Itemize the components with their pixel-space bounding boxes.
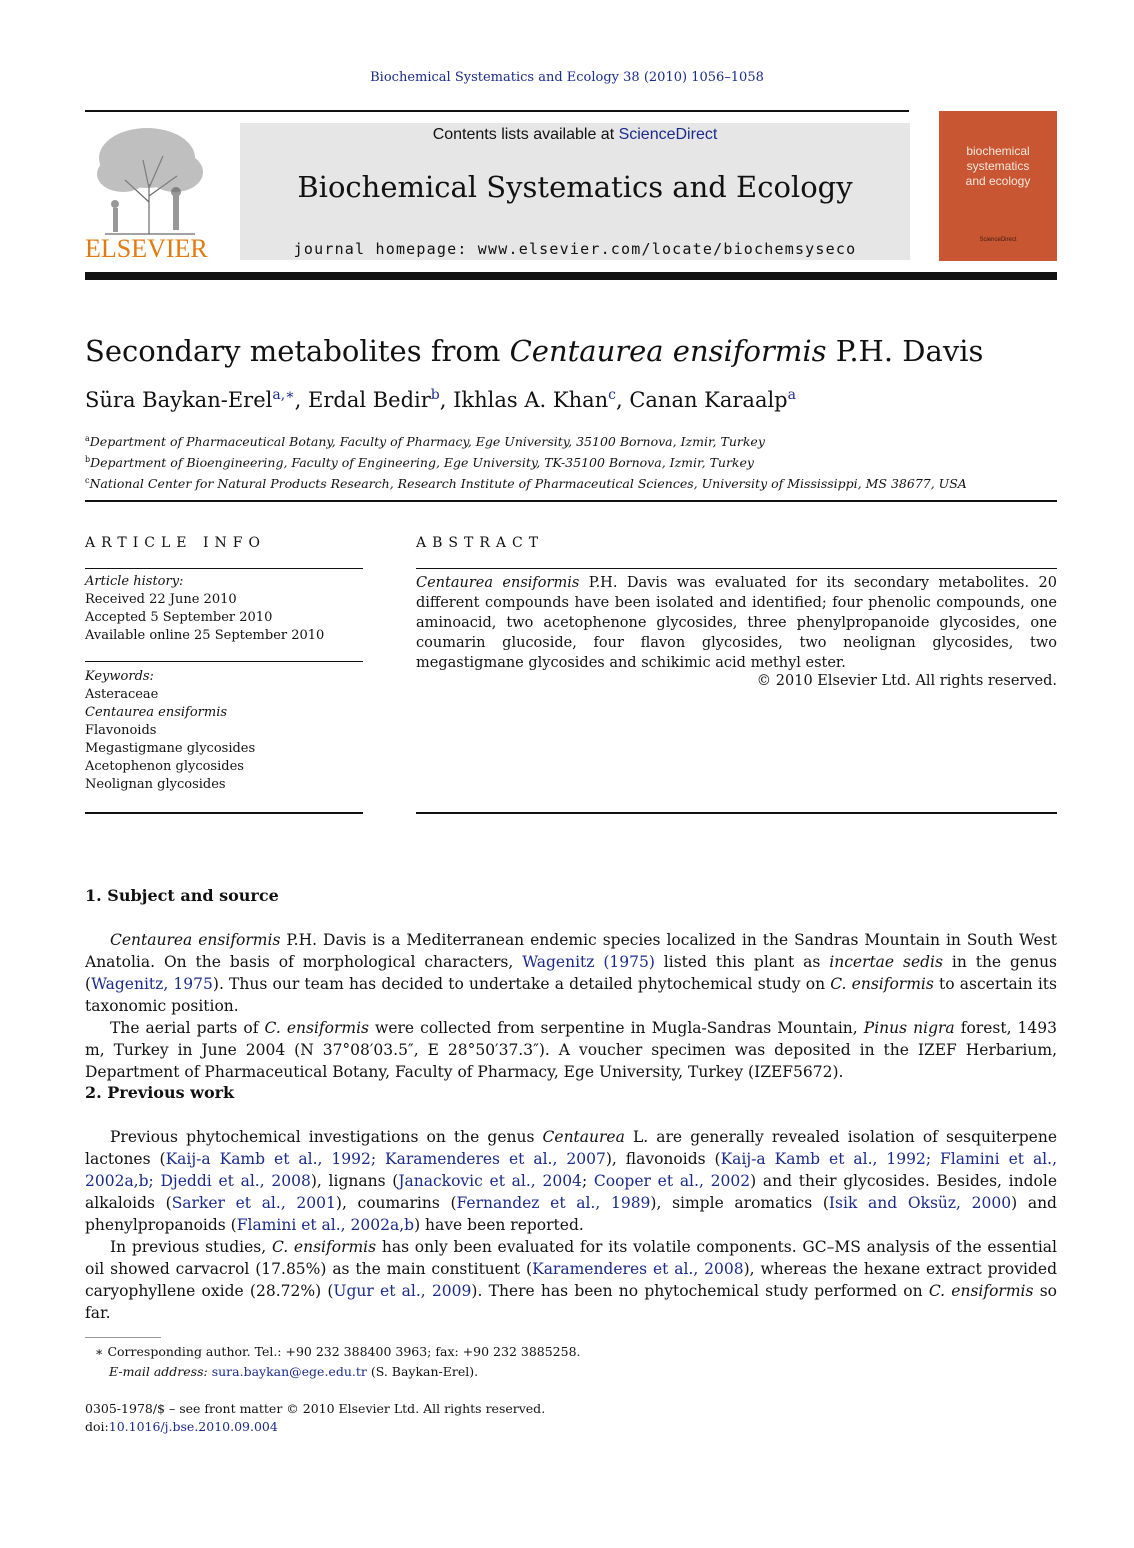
species-name: Centaurea ensiformis — [110, 931, 281, 949]
affiliation-text: National Center for Natural Products Research, Research Institute of Pharmaceutical Sciences, University of Mississippi, MS 38677, USA — [89, 476, 967, 492]
affiliation — [85, 430, 1057, 451]
keyword: Acetophenon glycosides — [85, 759, 244, 774]
text-run: forest, 1493 m, Turkey in June 2004 (N 37°08′03.5″, E 28°50′37.3″). A voucher specimen was deposited in the IZEF Herbarium, Department of Pharmaceutical Botany, Faculty of Pharmacy, Ege University, Turkey (IZEF5672). — [85, 1019, 1058, 1081]
abstract-copyright: © 2010 Elsevier Ltd. All rights reserved. — [756, 673, 1057, 689]
affiliation-text: Department of Bioengineering, Faculty of Engineering, Ege University, TK-35100 Bornova, Izmir, Turkey — [90, 455, 754, 471]
accepted-date: Accepted 5 September 2010 — [85, 610, 273, 625]
corresponding-author: ∗ Corresponding author. Tel.: +90 232 388400 3963; fax: +90 232 3885258. — [95, 1344, 581, 1359]
text-run: ) and their glycosides. Besides, indole alkaloids ( — [85, 1172, 1058, 1212]
text-run: ; — [581, 1172, 594, 1190]
text-run: listed this plant as — [654, 953, 830, 971]
title-rule — [85, 500, 1057, 502]
front-matter — [85, 1400, 1057, 1436]
elsevier-wordmark: ELSEVIER — [85, 234, 208, 263]
email-label: E-mail address: — [109, 1364, 212, 1379]
keywords — [85, 668, 363, 794]
journal-citation[interactable]: Biochemical Systematics and Ecology 38 (2010) 1056–1058 — [370, 70, 764, 85]
journal-title: Biochemical Systematics and Ecology — [297, 170, 853, 204]
text-run: in the genus ( — [85, 953, 1058, 993]
abstract-heading: ABSTRACT — [416, 535, 545, 551]
section-body — [85, 929, 1057, 1083]
author-sep: , — [615, 388, 630, 412]
abstract-bottom-rule — [416, 812, 1057, 814]
contents-prefix: Contents lists available at — [432, 126, 619, 143]
abstract-rule — [416, 568, 1057, 569]
history-label: Article history: — [85, 574, 184, 589]
footnote-rule — [85, 1337, 161, 1338]
author-sep: , — [439, 388, 454, 412]
text-run: The aerial parts of — [110, 1019, 265, 1037]
affiliation-marker: c — [85, 476, 90, 486]
author-list — [85, 387, 1057, 412]
species-name: C. ensiformis — [928, 1282, 1034, 1300]
keyword: Megastigmane glycosides — [85, 741, 256, 756]
article-info-heading: ARTICLE INFO — [85, 535, 266, 551]
citation-link[interactable]: Ugur et al., 2009 — [333, 1282, 472, 1300]
citation-link[interactable]: Cooper et al., 2002 — [593, 1172, 751, 1190]
keyword: Neolignan glycosides — [85, 777, 226, 792]
citation-link[interactable]: Kaij-a Kamb et al., 1992; Flamini et al., 2002a,b; Djeddi et al., 2008 — [85, 1150, 1057, 1190]
info-bottom-rule — [85, 812, 363, 814]
author-name[interactable]: Canan Karaalp — [629, 388, 788, 412]
text-run: Previous phytochemical investigations on the genus — [110, 1128, 543, 1146]
section-heading: 2. Previous work — [85, 1083, 235, 1102]
tree-icon — [85, 122, 215, 238]
author-affil-ref[interactable]: c — [608, 387, 616, 403]
text-run: has only been evaluated for its volatile components. GC–MS analysis of the essential oil showed carvacrol (17.85%) as the main constituent ( — [85, 1238, 1057, 1278]
email-link[interactable]: sura.baykan@ege.edu.tr — [211, 1364, 367, 1379]
cover-title-line: systematics — [966, 159, 1030, 173]
doi-link[interactable]: 10.1016/j.bse.2010.09.004 — [108, 1419, 278, 1434]
elsevier-logo[interactable] — [85, 122, 215, 264]
author-sep: , — [294, 388, 309, 412]
text-run: ), simple aromatics ( — [650, 1194, 829, 1212]
citation-link[interactable]: Kaij-a Kamb et al., 1992; Karamenderes et al., 2007 — [165, 1150, 606, 1168]
section-heading: 1. Subject and source — [85, 886, 279, 905]
abstract-text — [416, 573, 1057, 673]
email-line — [95, 1362, 1055, 1382]
keyword: Centaurea ensiformis — [85, 705, 228, 720]
species-name: Centaurea — [542, 1128, 625, 1146]
header-rule — [85, 110, 909, 112]
doi-prefix: doi: — [85, 1419, 109, 1434]
keywords-rule — [85, 661, 363, 662]
text-run: ) and phenylpropanoids ( — [85, 1194, 1057, 1234]
citation-link[interactable]: Karamenderes et al., 2008 — [532, 1260, 744, 1278]
email-suffix: (S. Baykan-Erel). — [366, 1364, 479, 1379]
text-run: were collected from serpentine in Mugla-Sandras Mountain, — [369, 1019, 864, 1037]
abstract-species: Centaurea ensiformis — [416, 575, 580, 591]
cover-title-line: biochemical — [966, 144, 1030, 158]
contents-line — [240, 126, 910, 144]
affiliations — [85, 430, 1057, 493]
abstract-body: P.H. Davis was evaluated for its secondary metabolites. 20 different compounds have been isolated and identified; four phenolic compounds, one aminoacid, two acetophenone glycosides, three phenylpropanoide glycosides, one coumarin glucoside, four flavon glycosides, two neolignan glycosides, two megastigmane glycosides and schikimic acid methyl ester. — [416, 575, 1057, 671]
species-name: C. ensiformis — [264, 1019, 369, 1037]
text-run: to ascertain its taxonomic position. — [85, 975, 1057, 1015]
text-run: ), whereas the hexane extract provided caryophyllene oxide (28.72%) ( — [85, 1260, 1057, 1300]
text-run: ). Thus our team has decided to undertake a detailed phytochemical study on — [212, 975, 831, 993]
affiliation-marker: a — [85, 434, 90, 443]
received-date: Received 22 June 2010 — [85, 592, 237, 607]
journal-cover[interactable] — [939, 111, 1057, 261]
title-italic: Centaurea ensiformis — [509, 334, 827, 368]
author-affil-ref[interactable]: a — [787, 387, 796, 403]
cover-footer: ScienceDirect — [979, 237, 1017, 243]
keyword: Asteraceae — [85, 687, 159, 702]
text-run: ). There has been no phytochemical study performed on — [471, 1282, 929, 1300]
text-run: ) have been reported. — [414, 1216, 584, 1234]
title-post: P.H. Davis — [826, 334, 984, 368]
affiliation-marker: b — [85, 455, 91, 465]
text-run: ), lignans ( — [310, 1172, 399, 1190]
species-name: C. ensiformis — [830, 975, 934, 993]
text-run: ), coumarins ( — [335, 1194, 457, 1212]
sciencedirect-link[interactable]: ScienceDirect — [618, 126, 718, 143]
affiliation — [85, 451, 1057, 472]
paragraph — [85, 1126, 1057, 1236]
author-affil-ref[interactable]: a,∗ — [272, 387, 295, 403]
citation-link[interactable]: Sarker et al., 2001 — [171, 1194, 336, 1212]
title-pre: Secondary metabolites from — [85, 334, 510, 368]
keywords-label: Keywords: — [85, 669, 154, 684]
citation-link[interactable]: Isik and Oksüz, 2000 — [828, 1194, 1012, 1212]
header-thick-rule — [85, 272, 1057, 280]
citation-link[interactable]: Flamini et al., 2002a,b — [236, 1216, 415, 1234]
citation-link[interactable]: Janackovic et al., 2004 — [398, 1172, 582, 1190]
text-run: so far. — [85, 1282, 1057, 1322]
author-name[interactable]: Ikhlas A. Khan — [453, 388, 609, 412]
paragraph — [85, 1017, 1057, 1083]
text-run: In previous studies, — [110, 1238, 272, 1256]
article-history — [85, 573, 363, 645]
citation-link[interactable]: Wagenitz (1975) — [522, 953, 655, 971]
info-rule — [85, 568, 363, 569]
journal-banner — [240, 123, 910, 260]
affiliation — [85, 472, 1057, 493]
journal-homepage[interactable]: journal homepage: www.elsevier.com/locate/biochemsyseco — [293, 240, 857, 258]
footnotes — [95, 1342, 1055, 1382]
citation-link[interactable]: Wagenitz, 1975 — [91, 975, 213, 993]
doi-line — [85, 1418, 1057, 1436]
online-date: Available online 25 September 2010 — [85, 628, 325, 643]
paragraph — [85, 1236, 1057, 1324]
species-name: Pinus nigra — [863, 1019, 955, 1037]
species-name: C. ensiformis — [271, 1238, 377, 1256]
italic-term: incertae sedis — [829, 953, 943, 971]
text-run: L. are generally revealed isolation of sesquiterpene lactones ( — [85, 1128, 1057, 1168]
affiliation-text: Department of Pharmaceutical Botany, Faculty of Pharmacy, Ege University, 35100 Bornova, Izmir, Turkey — [89, 434, 765, 450]
citation-link[interactable]: Fernandez et al., 1989 — [456, 1194, 651, 1212]
author-affil-ref[interactable]: b — [430, 387, 440, 403]
author-name[interactable]: Erdal Bedir — [308, 388, 431, 412]
cover-title-line: and ecology — [965, 174, 1031, 188]
article-title — [85, 334, 1057, 368]
text-run: P.H. Davis is a Mediterranean endemic species localized in the Sandras Mountain in South West Anatolia. On the basis of morphological characters, — [85, 931, 1058, 971]
author-name[interactable]: Süra Baykan-Erel — [85, 388, 273, 412]
keyword: Flavonoids — [85, 723, 157, 738]
cover-title — [939, 144, 1057, 189]
section-body — [85, 1126, 1057, 1324]
text-run: ), flavonoids ( — [605, 1150, 721, 1168]
front-matter-line: 0305-1978/$ – see front matter © 2010 Elsevier Ltd. All rights reserved. — [85, 1401, 546, 1416]
paragraph — [85, 929, 1057, 1017]
